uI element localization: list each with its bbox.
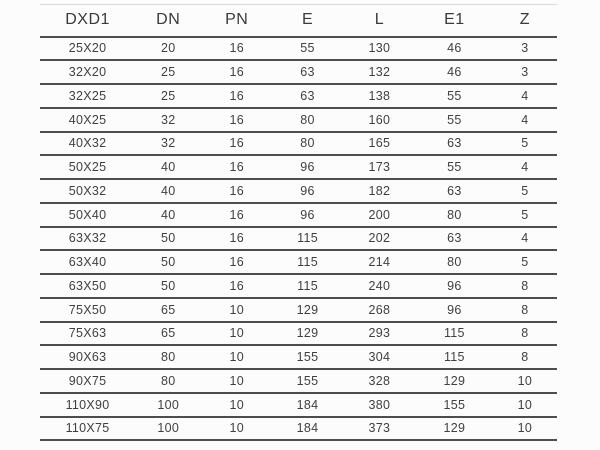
table-cell: 155 [416,393,493,417]
column-header-e1: E1 [416,5,493,37]
table-cell: 200 [343,203,416,227]
table-cell: 75X63 [40,322,135,346]
table-cell: 115 [272,227,343,251]
table-cell: 3 [493,37,557,61]
table-cell: 32 [135,132,201,156]
table-cell: 4 [493,108,557,132]
table-cell: 4 [493,84,557,108]
header-row [40,5,557,37]
table-cell: 63 [416,132,493,156]
table-cell: 32X25 [40,84,135,108]
column-header-l: L [343,5,416,37]
table-cell: 80 [135,369,201,393]
table-cell: 115 [272,274,343,298]
column-header-e: E [272,5,343,37]
table-cell: 293 [343,322,416,346]
table-cell: 80 [135,345,201,369]
table-cell: 16 [201,179,272,203]
table-cell: 63 [272,60,343,84]
table-cell: 3 [493,60,557,84]
table-row [40,227,557,251]
dimension-spec-table [40,4,557,441]
table-cell: 10 [201,345,272,369]
table-cell: 4 [493,155,557,179]
table-cell: 50X40 [40,203,135,227]
table-row [40,322,557,346]
table-cell: 173 [343,155,416,179]
table-row [40,155,557,179]
table-row [40,37,557,61]
table-cell: 16 [201,250,272,274]
table-cell: 80 [416,203,493,227]
table-cell: 132 [343,60,416,84]
table-cell: 10 [201,322,272,346]
table-cell: 129 [416,417,493,441]
table-cell: 16 [201,60,272,84]
table-cell: 10 [201,393,272,417]
table-cell: 63 [416,179,493,203]
table-cell: 129 [416,369,493,393]
table-cell: 16 [201,132,272,156]
table-cell: 80 [272,132,343,156]
table-cell: 32 [135,108,201,132]
table-cell: 5 [493,250,557,274]
table-cell: 202 [343,227,416,251]
table-cell: 184 [272,393,343,417]
table-cell: 155 [272,345,343,369]
table-cell: 25X20 [40,37,135,61]
table-cell: 240 [343,274,416,298]
table-cell: 46 [416,60,493,84]
table-cell: 96 [416,298,493,322]
table-cell: 40 [135,179,201,203]
table-cell: 63X32 [40,227,135,251]
table-cell: 16 [201,203,272,227]
table-cell: 304 [343,345,416,369]
table-cell: 96 [272,203,343,227]
table-cell: 129 [272,322,343,346]
table-cell: 129 [272,298,343,322]
table-cell: 115 [272,250,343,274]
table-row [40,108,557,132]
table-row [40,345,557,369]
table-cell: 10 [201,298,272,322]
table-cell: 20 [135,37,201,61]
table-cell: 8 [493,298,557,322]
table-cell: 55 [416,155,493,179]
table-cell: 16 [201,108,272,132]
table-cell: 25 [135,84,201,108]
table-cell: 50X25 [40,155,135,179]
table-cell: 268 [343,298,416,322]
table-cell: 214 [343,250,416,274]
table-cell: 5 [493,132,557,156]
table-cell: 90X75 [40,369,135,393]
table-cell: 16 [201,155,272,179]
table-cell: 40 [135,203,201,227]
table-cell: 5 [493,203,557,227]
table-cell: 10 [201,369,272,393]
table-cell: 50 [135,274,201,298]
table-cell: 65 [135,298,201,322]
table-cell: 10 [493,369,557,393]
table-cell: 5 [493,179,557,203]
table-row [40,60,557,84]
table-row [40,274,557,298]
table-cell: 8 [493,274,557,298]
table-cell: 50 [135,250,201,274]
table-cell: 55 [416,108,493,132]
table-cell: 373 [343,417,416,441]
table-cell: 165 [343,132,416,156]
table-cell: 40X25 [40,108,135,132]
table-row [40,369,557,393]
table-row [40,132,557,156]
table-cell: 40X32 [40,132,135,156]
table-cell: 63 [416,227,493,251]
column-header-z: Z [493,5,557,37]
table-cell: 50 [135,227,201,251]
table-cell: 25 [135,60,201,84]
column-header-dxd1: DXD1 [40,5,135,37]
table-cell: 182 [343,179,416,203]
table-cell: 160 [343,108,416,132]
table-cell: 55 [416,84,493,108]
table-cell: 115 [416,345,493,369]
table-row [40,417,557,441]
table-cell: 65 [135,322,201,346]
table-cell: 63X50 [40,274,135,298]
table-cell: 80 [416,250,493,274]
table-cell: 184 [272,417,343,441]
table-cell: 380 [343,393,416,417]
table-cell: 16 [201,84,272,108]
table-cell: 10 [201,417,272,441]
table-cell: 100 [135,393,201,417]
table-cell: 80 [272,108,343,132]
table-cell: 16 [201,37,272,61]
table-cell: 8 [493,345,557,369]
table-row [40,250,557,274]
table-cell: 55 [272,37,343,61]
table-cell: 96 [272,155,343,179]
table-cell: 16 [201,274,272,298]
table-cell: 4 [493,227,557,251]
table-cell: 138 [343,84,416,108]
table-cell: 32X20 [40,60,135,84]
table-cell: 115 [416,322,493,346]
table-cell: 90X63 [40,345,135,369]
table-cell: 10 [493,417,557,441]
table-row [40,298,557,322]
table-cell: 96 [416,274,493,298]
table-row [40,203,557,227]
table-row [40,84,557,108]
table-cell: 96 [272,179,343,203]
table-cell: 155 [272,369,343,393]
column-header-dn: DN [135,5,201,37]
table-row [40,393,557,417]
table-cell: 130 [343,37,416,61]
table-cell: 46 [416,37,493,61]
table-cell: 40 [135,155,201,179]
table-cell: 8 [493,322,557,346]
column-header-pn: PN [201,5,272,37]
table-cell: 328 [343,369,416,393]
table-cell: 110X75 [40,417,135,441]
table-cell: 16 [201,227,272,251]
table-body [40,37,557,441]
table-cell: 110X90 [40,393,135,417]
table-cell: 63 [272,84,343,108]
table-cell: 100 [135,417,201,441]
table-cell: 10 [493,393,557,417]
table-cell: 50X32 [40,179,135,203]
table-row [40,179,557,203]
table-cell: 75X50 [40,298,135,322]
table-cell: 63X40 [40,250,135,274]
